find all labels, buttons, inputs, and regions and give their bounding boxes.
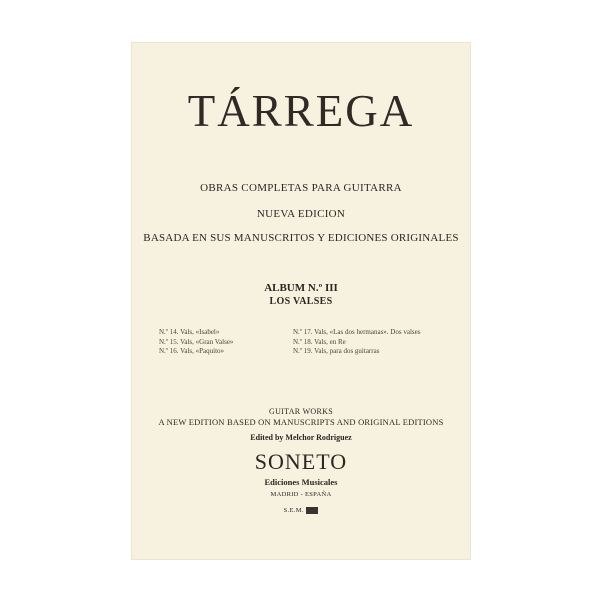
- catalog-prefix: S.E.M.: [283, 507, 304, 514]
- edition-label: NUEVA EDICION: [256, 208, 346, 220]
- works-list-right: [293, 328, 420, 357]
- english-series-title: GUITAR WORKS: [269, 407, 333, 416]
- catalog-number: [131, 507, 471, 514]
- work-item: N.º 19. Vals, para dos guitarras: [293, 347, 380, 355]
- work-item: N.º 15. Vals, «Gran Valse»: [159, 337, 234, 346]
- edition-description: BASADA EN SUS MANUSCRITOS Y EDICIONES ORIGINALES: [143, 232, 459, 244]
- album-number: ALBUM N.º III: [264, 282, 338, 294]
- work-item: N.º 17. Vals, «Las dos hermanas». Dos valses: [293, 328, 421, 336]
- series-title: OBRAS COMPLETAS PARA GUITARRA: [200, 182, 402, 194]
- work-item: N.º 14. Vals, «Isabel»: [159, 328, 220, 336]
- catalog-code: 000: [306, 507, 318, 514]
- works-list-left: [159, 328, 233, 357]
- album-title: LOS VALSES: [269, 296, 333, 307]
- work-item: N.º 16. Vals, «Paquito»: [159, 347, 225, 355]
- publisher-subtitle: Ediciones Musicales: [264, 477, 338, 487]
- editor-credit: Edited by Melchor Rodriguez: [250, 433, 352, 442]
- publisher-name: SONETO: [254, 449, 348, 474]
- english-edition-description: A NEW EDITION BASED ON MANUSCRIPTS AND ORIGINAL EDITIONS: [158, 417, 444, 427]
- publisher-city: MADRID - ESPAÑA: [270, 491, 332, 498]
- score-cover: [131, 42, 471, 560]
- composer-name: TÁRREGA: [187, 86, 415, 136]
- work-item: N.º 18. Vals, en Re: [293, 337, 346, 346]
